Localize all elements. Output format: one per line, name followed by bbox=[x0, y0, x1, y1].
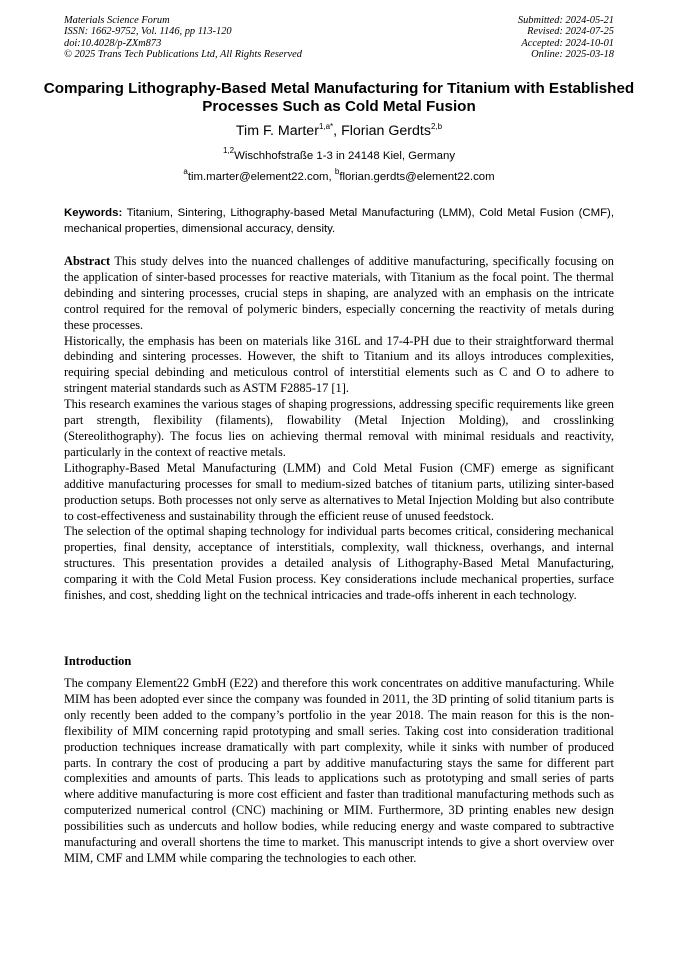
email-separator: , bbox=[328, 171, 335, 183]
abstract-label: Abstract bbox=[64, 254, 111, 268]
author-1-sup: 1,a* bbox=[318, 122, 334, 131]
author-separator: , bbox=[333, 123, 342, 139]
journal-header-left bbox=[64, 15, 302, 61]
keywords-label: Keywords: bbox=[64, 207, 123, 219]
author-1-name: Tim F. Marter bbox=[235, 123, 319, 139]
affiliation bbox=[40, 146, 638, 163]
keywords-text: Titanium, Sintering, Lithography-based Metal Manufacturing (LMM), Cold Metal Fusion (CMF), mechanical properties, dimensional accuracy, density. bbox=[64, 207, 614, 235]
keywords bbox=[64, 205, 614, 237]
abstract-paragraph: This research examines the various stages of shaping progressions, addressing specific requirements like green part strength, flexibility (filaments), flowability (Metal Injection Molding), and crosslinking (Stereolithography). The focus lies on achieving thermal removal with minimal residuals and reactivity, particularly in the context of reactive metals. bbox=[64, 397, 614, 459]
submitted-date: Submitted: 2024-05-21 bbox=[517, 15, 614, 26]
introduction-paragraph: The company Element22 GmbH (E22) and therefore this work concentrates on additive manufacturing. While MIM has been adopted ever since the company was founded in 2011, the 3D printing of solid titanium parts is only recently been added to the company’s portfolio in the year 2018. The main reason for this is the non-flexibility of MIM concerning rapid prototyping and small series. Taking cost into consideration traditional production techniques increase dramatically with part complexity, while it sinks with number of produced parts. In contrary the cost of producing a part by additive manufacturing stays the same for different part complexities and amounts of parts. This leads to applications such as prototyping and small series of parts where additive manufacturing is more cost efficient and faster than traditional manufacturing methods such as computerized numerical control (CNC) machining or MIM. Furthermore, 3D printing enables new design possibilities such as undercuts and hollow bodies, while reducing energy and waste compared to subtractive manufacturing and overall shortens the time to market. This manuscript intends to give a short overview over MIM, CMF and LMM while comparing the technologies to each other. bbox=[64, 676, 614, 865]
affiliation-text: Wischhofstraße 1-3 in 24148 Kiel, Germany bbox=[234, 150, 456, 162]
accepted-date: Accepted: 2024-10-01 bbox=[521, 37, 614, 49]
email-a-sup: a bbox=[183, 167, 188, 176]
revised-date: Revised: 2024-07-25 bbox=[527, 26, 614, 38]
abstract-paragraph: Lithography-Based Metal Manufacturing (LMM) and Cold Metal Fusion (CMF) emerge as significant additive manufacturing processes for small to medium-sized batches of titanium parts, utilizing sinter-based production setups. Both processes not only serve as alternatives to Metal Injection Molding but also contribute to cost-effectiveness and sustainability through the efficient reuse of unused feedstock. bbox=[64, 460, 614, 523]
abstract-paragraph: The selection of the optimal shaping technology for individual parts becomes critical, considering mechanical properties, final density, acceptance of interstitials, complexity, wall thickness, overhangs, and internal structures. This presentation provides a detailed analysis of Lithography-Based Metal Manufacturing, comparing it with the Cold Metal Fusion process. Key considerations include mechanical properties, surface finishes, and cost, shedding light on the technical intricacies and trade-offs inherent in each technology. bbox=[64, 524, 614, 603]
author-emails bbox=[40, 167, 638, 184]
journal-name: Materials Science Forum bbox=[64, 15, 170, 26]
affiliation-sup: 1,2 bbox=[222, 146, 235, 155]
introduction-section bbox=[64, 676, 614, 867]
author-list bbox=[40, 122, 638, 140]
journal-copyright: © 2025 Trans Tech Publications Ltd, All Rights Reserved bbox=[64, 49, 302, 61]
online-date: Online: 2025-03-18 bbox=[531, 49, 614, 61]
author-2-name: Florian Gerdts bbox=[341, 123, 431, 139]
abstract-p1-text: This study delves into the nuanced challenges of additive manufacturing, specifically focusing on the application of sinter-based processes for reactive materials, with Titanium as the focal point. The thermal debinding and sintering processes, crucial steps in shaping, are analyzed with an emphasis on the intricate control required for the removal of polymeric binders, especially concerning the reactivity of metals during these processes. bbox=[64, 254, 614, 332]
author-2-sup: 2,b bbox=[430, 122, 443, 131]
abstract-paragraph: Historically, the emphasis has been on materials like 316L and 17-4-PH due to their straightforward thermal debinding and sintering processes. However, the shift to Titanium and its alloys introduces complexities, requiring special debinding and meticulous control of interstitial elements such as C and O to adhere to stringent material standards such as ASTM F2885-17 [1]. bbox=[64, 333, 614, 396]
email-b[interactable]: florian.gerdts@element22.com bbox=[339, 171, 495, 183]
paper-title: Comparing Lithography-Based Metal Manufacturing for Titanium with Established Processes Such as Cold Metal Fusion bbox=[43, 80, 635, 115]
journal-header-right bbox=[518, 15, 614, 61]
email-b-sup: b bbox=[334, 167, 340, 176]
journal-doi[interactable]: doi:10.4028/p-ZXm873 bbox=[64, 37, 162, 49]
abstract-section bbox=[64, 254, 614, 604]
journal-issn: ISSN: 1662-9752, Vol. 1146, pp 113-120 bbox=[64, 26, 232, 38]
abstract-paragraph bbox=[64, 254, 614, 334]
email-a[interactable]: tim.marter@element22.com bbox=[187, 171, 329, 183]
introduction-heading: Introduction bbox=[64, 654, 132, 668]
